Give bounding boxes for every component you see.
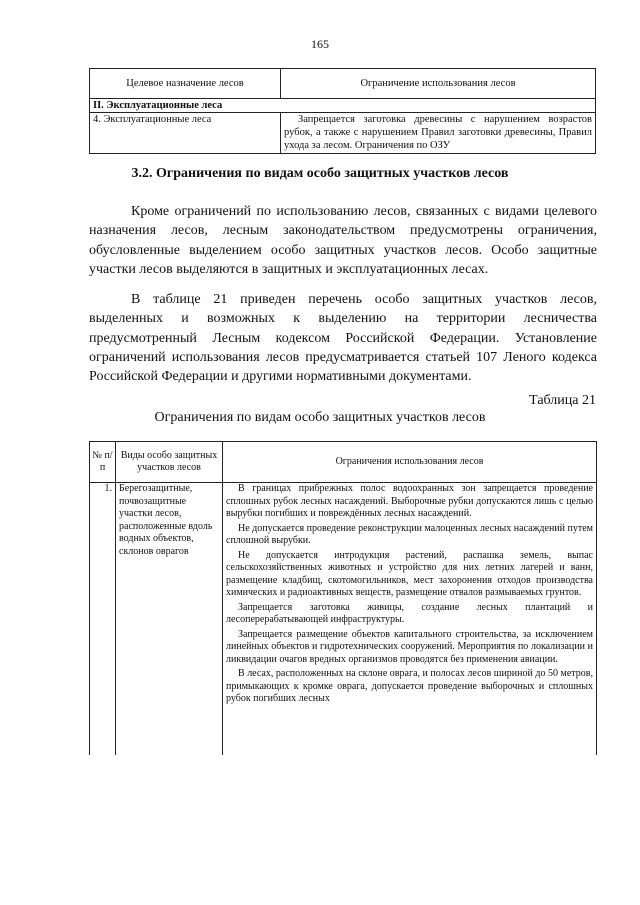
restriction-paragraph: Запрещается заготовка живицы, создание лесных плантаций и лесоперерабатывающей инфраструктуры. [226,601,593,625]
restriction-paragraph: Запрещается размещение объектов капитального строительства, за исключением линейных объектов и гидротехнических сооружений. Мероприятия по локализации и ликвидации очагов вредных организмов проводятся без применения авиации. [226,628,593,665]
section-heading: 3.2. Ограничения по видам особо защитных участков лесов [131,166,509,181]
top-table-header-purpose: Целевое назначение лесов [90,69,281,99]
top-table [89,68,596,154]
paragraph: В таблице 21 приведен перечень особо защитных участков лесов, выделенных и возможных к выделению на территории лесничества предусмотренный Лесным кодексом Российской Федерации. Установление ограничений использования лесов предусматривается статьей 107 Леного кодекса Российской Федерации и другими нормативными документами. [89,292,597,385]
main-table-row-number: 1. [90,483,116,756]
main-table-header-kind: Виды особо защитных участков лесов [116,442,223,483]
restriction-paragraph: Не допускается интродукция растений, распашка земель, выпас сельскохозяйственных животных и устройство для них летних лагерей и ванн, размещение кладбищ, скотомогильников, мест захоронения отходов производства химических и радиоактивных веществ, размещение отвалов размываемых грунтов. [226,549,593,598]
table-title: Ограничения по видам особо защитных участков лесов [154,410,486,425]
top-table-category-cell: 4. Эксплуатационные леса [90,113,281,154]
main-table-header-number: № п/п [90,442,116,483]
main-table-header-restrictions: Ограничения использования лесов [223,442,597,483]
main-table-row-restrictions [223,483,597,756]
main-table-row-kind: Берегозащитные, почвозащитные участки лесов, расположенные вдоль водных объектов, склонов оврагов [116,483,223,756]
restriction-paragraph: В границах прибрежных полос водоохранных зон запрещается проведение сплошных рубок лесных насаждений. Выборочные рубки допускаются лишь с целью вырубки погибших и повреждённых лесных насаждений. [226,483,593,519]
restriction-paragraph: Не допускается проведение реконструкции малоценных лесных насаждений путем сплошной вырубки. [226,522,593,546]
table-label: Таблица 21 [529,393,596,408]
main-table [89,441,597,755]
top-table-header-restriction: Ограничение использования лесов [281,69,596,99]
page-number: 165 [311,37,329,51]
top-table-section-row: II. Эксплуатационные леса [90,99,596,113]
paragraph: Кроме ограничений по использованию лесов, связанных с видами целевого назначения лесов, лесным законодательством предусмотрены ограничения, обусловленные выделением особо защитных участков лесов. Особо защитные участки лесов выделяются в защитных и эксплуатационных лесах. [89,204,597,277]
top-table-restriction-cell: Запрещается заготовка древесины с нарушением возрастов рубок, а также с нарушением Правил заготовки древесины, Правил ухода за лесом. Ограничения по ОЗУ [281,113,596,154]
restriction-paragraph: В лесах, расположенных на склоне оврага, и полосах лесов шириной до 50 метров, примыкающих к кромке оврага, допускается проведение выборочных и сплошных рубок погибших лесных [226,668,593,704]
